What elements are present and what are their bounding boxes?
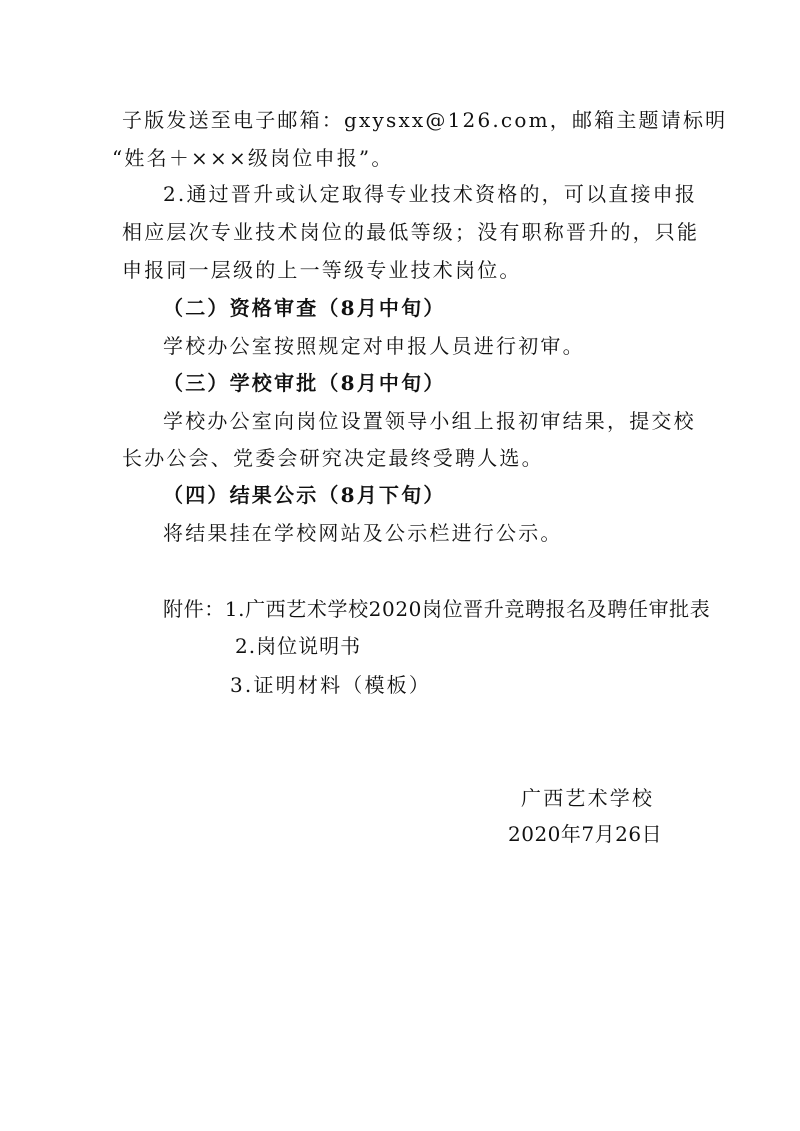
body-line: 子版发送至电子邮箱：gxysxx@126.com，邮箱主题请标明 (122, 108, 728, 132)
body-line: 长办公会、党委会研究决定最终受聘人选。 (122, 446, 544, 470)
body-line: “姓名＋×××级岗位申报”。 (112, 146, 394, 170)
signature-organization: 广西艺术学校 (521, 786, 655, 810)
body-line: 将结果挂在学校网站及公示栏进行公示。 (163, 521, 563, 545)
body-line: 学校办公室向岗位设置领导小组上报初审结果，提交校 (163, 409, 696, 433)
body-line: 相应层次专业技术岗位的最低等级；没有职称晋升的，只能 (122, 220, 700, 244)
body-line: 2.通过晋升或认定取得专业技术资格的，可以直接申报 (163, 182, 698, 206)
body-line: 申报同一层级的上一等级专业技术岗位。 (122, 258, 522, 282)
attachment-item-1: 附件：1.广西艺术学校2020岗位晋升竞聘报名及聘任审批表 (163, 597, 711, 621)
attachment-item-3: 3.证明材料（模板） (230, 673, 432, 697)
signature-date: 2020年7月26日 (508, 822, 663, 846)
section-heading-school-approval: （三）学校审批（8月中旬） (163, 371, 446, 395)
body-line: 学校办公室按照规定对申报人员进行初审。 (163, 334, 585, 358)
section-heading-result-announcement: （四）结果公示（8月下旬） (163, 483, 446, 507)
attachment-item-2: 2.岗位说明书 (235, 634, 362, 658)
section-heading-qualification-review: （二）资格审查（8月中旬） (163, 296, 446, 320)
